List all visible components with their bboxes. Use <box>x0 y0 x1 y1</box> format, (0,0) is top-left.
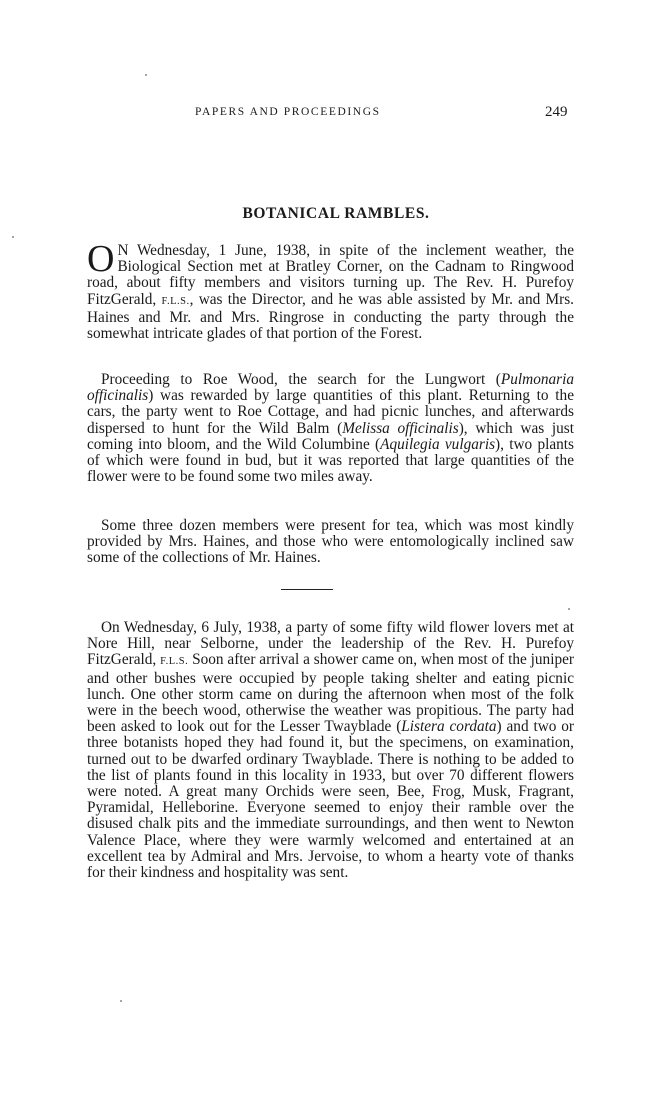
paragraph-2-text-a: Proceeding to Roe Wood, the search for the Lungwort ( <box>101 371 501 388</box>
scan-speck <box>568 608 570 610</box>
paragraph-3 <box>87 518 574 567</box>
species-listera: Listera cordata <box>401 718 497 736</box>
running-head <box>0 104 672 124</box>
section-divider <box>281 589 333 590</box>
paragraph-2-text-d: ), two plants of which were found in bud, but it was reported that large quantities of the flower were to be found some two miles away. <box>87 435 574 486</box>
paragraph-1-text-a: N Wednesday, 1 June, 1938, in spite of the inclement weather, the Biological Section met at Bratley Corner, on the Cadnam to Ringwood road, about fifty members and visitors turning up. The Rev. H. Purefoy FitzGerald, <box>87 242 574 308</box>
scan-speck <box>12 236 14 238</box>
article-title: BOTANICAL RAMBLES. <box>242 205 430 222</box>
paragraph-3-text: Some three dozen members were present for tea, which was most kindly provided by Mrs. Haines, and those who were entomologically inclined saw some of the collections of Mr. Haines. <box>87 517 574 567</box>
paragraph-2 <box>87 372 574 485</box>
paragraph-4-fls: F.L.S. <box>160 656 189 668</box>
running-title: PAPERS AND PROCEEDINGS <box>195 106 381 118</box>
paragraph-4 <box>87 620 574 881</box>
species-melissa: Melissa officinalis <box>342 419 459 437</box>
drop-cap: O <box>87 238 115 280</box>
paragraph-2-text-c: ), which was just coming into bloom, and the Wild Columbine ( <box>87 419 574 453</box>
paragraph-2-text-b: ) was rewarded by large quantities of this plant. Returning to the cars, the party went to Roe Cottage, and had picnic lunches, and afterwards dispersed to hunt for the Wild Balm ( <box>87 387 574 437</box>
page-number: 249 <box>545 104 568 120</box>
paragraph-4-text-c: ) and two or three botanists hoped they had found it, but the specimens, on examination, turned out to be dwarfed ordinary Twayblade. There is nothing to be added to the list of plants found in this locality in 1933, but over 70 different flowers were noted. A great many Orchids were seen, Bee, Frog, Musk, Fragrant, Pyramidal, Helleborine. Everyone seemed to enjoy their ramble over the disused chalk pits and the immediate surroundings, and then went to Newton Valence Place, where they were warmly welcomed and entertained at an excellent tea by Admiral and Mrs. Jervoise, to whom a hearty vote of thanks for their kindness and hospitality was sent. <box>87 718 575 882</box>
scan-speck <box>120 1000 122 1002</box>
paragraph-1-fls: F.L.S. <box>161 295 190 307</box>
paragraph-4-text-a: On Wednesday, 6 July, 1938, a party of some fifty wild flower lovers met at Nore Hill, near Selborne, under the leadership of the Rev. H. Purefoy FitzGerald, <box>87 619 574 669</box>
scan-speck <box>145 74 147 76</box>
species-pulmonaria: Pulmonaria officinalis <box>87 371 574 405</box>
species-aquilegia: Aquilegia vulgaris <box>380 435 496 453</box>
paragraph-4-text-b: Soon after arrival a shower came on, when most of the juniper and other bushes were occupied by people taking shelter and eating picnic lunch. One other storm came on during the afternoon when most of the folk were in the beech wood, otherwise the weather was propitious. The party had been asked to look out for the Lesser Twayblade ( <box>87 651 574 736</box>
paragraph-1-text-b: , was the Director, and he was able assisted by Mr. and Mrs. Haines and Mr. and Mrs. Ringrose in conducting the party through the somewhat intricate glades of that portion of the Forest. <box>87 290 574 343</box>
paragraph-1 <box>87 238 574 343</box>
